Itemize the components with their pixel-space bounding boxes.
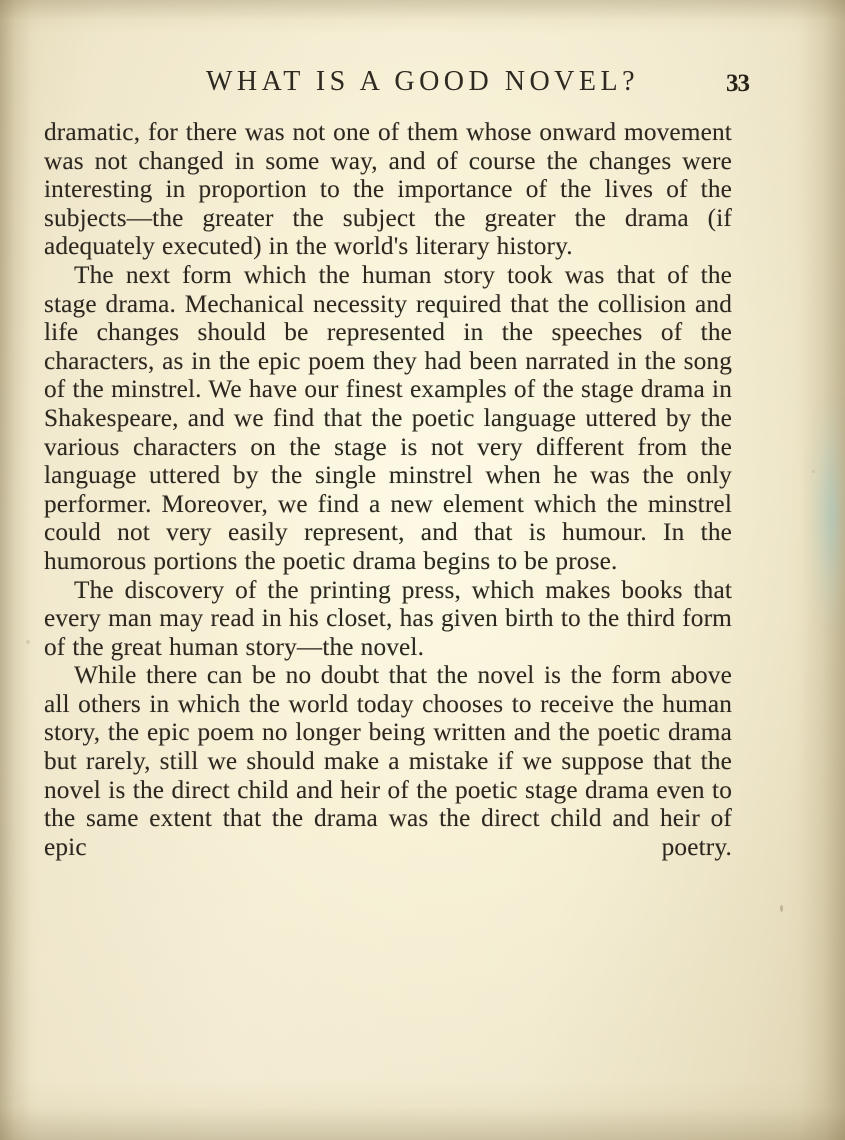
page-edge-shadow-left <box>0 0 42 1140</box>
page-edge-shadow-bottom <box>0 1080 845 1140</box>
page-edge-shadow-top <box>0 0 845 34</box>
paragraph: dramatic, for there was not one of them whose onward movement was not changed in some way, and of course the changes were interesting in proportion to the importance of the lives of the subjects—the greater the subject the greater the drama (if adequately executed) in the world's literary history. <box>44 118 732 261</box>
paragraph: While there can be no doubt that the novel is the form above all others in which the world today chooses to receive the human story, the epic poem no longer being written and the poetic drama but rarely, still we should make a mistake if we suppose that the novel is the direct child and heir of the poetic stage drama even to the same extent that the drama was the direct child and heir of epic poetry. <box>44 661 732 861</box>
paragraph: The next form which the human story took was that of the stage drama. Mechanical necessity required that the collision and life changes should be represented in the speeches of the characters, as in the epic poem they had been narrated in the song of the minstrel. We have our finest examples of the stage drama in Shakespeare, and we find that the poetic language uttered by the various characters on the stage is not very different from the language uttered by the single minstrel when he was the only performer. Moreover, we find a new element which the minstrel could not very easily represent, and that is humour. In the humorous portions the poetic drama begins to be prose. <box>44 260 732 575</box>
running-head-title: WHAT IS A GOOD NOVEL? <box>205 66 640 97</box>
page-edge-shadow-right <box>787 0 845 1140</box>
paper-speck <box>26 640 30 644</box>
page-header <box>0 66 845 110</box>
paragraph: The discovery of the printing press, which makes books that every man may read in his closet, has given birth to the third form of the great human story—the novel. <box>44 575 732 661</box>
paper-speck <box>812 470 815 473</box>
page-number: 33 <box>726 70 749 97</box>
paper-speck <box>780 905 783 912</box>
body-text <box>44 118 732 861</box>
color-bleed-mark <box>809 400 839 630</box>
